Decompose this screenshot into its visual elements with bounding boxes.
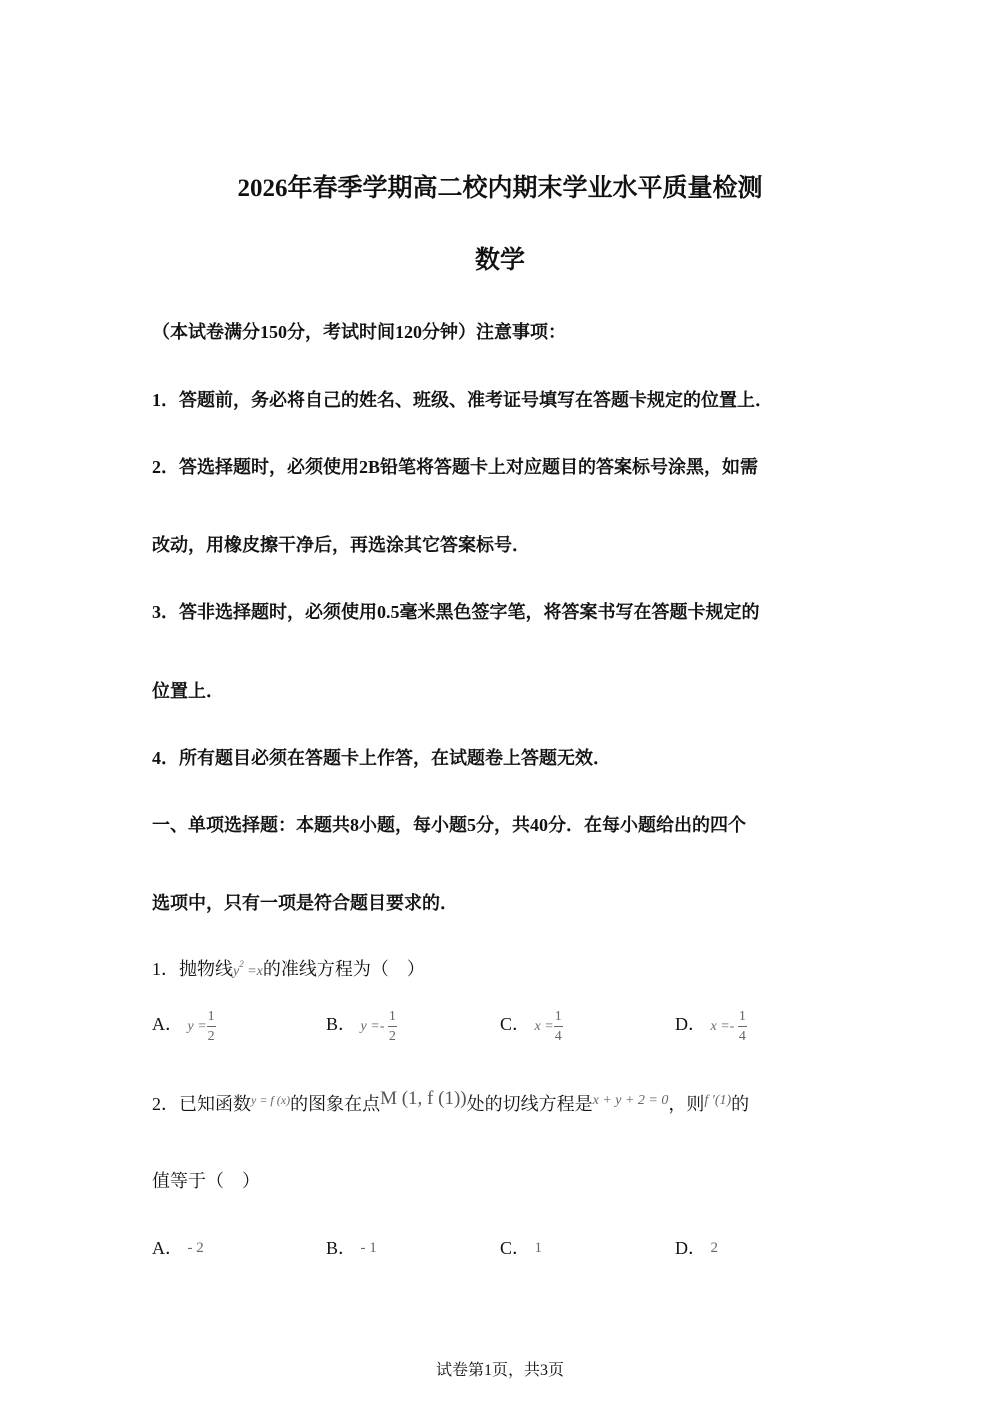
- question-2-mid1: 的图象在点: [290, 1094, 381, 1114]
- note-3-line1: 3．答非选择题时，必须使用0.5毫米黑色签字笔，将答案书写在答题卡规定的: [152, 602, 760, 622]
- page-title: 2026年春季学期高二校内期末学业水平质量检测: [237, 175, 763, 202]
- option-label: D．: [675, 1238, 706, 1258]
- question-2-line2: 值等于（ ）: [152, 1171, 260, 1191]
- q2-option-d[interactable]: [675, 1234, 718, 1260]
- option-value: - 2: [187, 1240, 204, 1256]
- q2-option-b[interactable]: [326, 1234, 377, 1260]
- note-2-line2: 改动，用橡皮擦干净后，再选涂其它答案标号．: [152, 535, 530, 555]
- notes-intro: （本试卷满分150分，考试时间120分钟）注意事项：: [152, 322, 566, 342]
- question-2-mid3: ，则: [668, 1094, 705, 1114]
- option-math: x = $\frac{1}{4}$: [534, 1009, 562, 1044]
- q2-option-c[interactable]: [500, 1234, 542, 1260]
- q1-option-a[interactable]: [152, 1010, 216, 1044]
- page-footer: 试卷第1页，共3页: [435, 1362, 564, 1379]
- section-1-heading-line2: 选项中，只有一项是符合题目要求的．: [152, 893, 458, 913]
- question-1: [152, 955, 425, 981]
- note-3-line2: 位置上．: [152, 681, 224, 701]
- question-2-tangent: x + y + 2 = 0: [592, 1093, 669, 1108]
- subject-title: 数学: [474, 247, 525, 274]
- question-1-equation: $y^2 =x$: [233, 959, 263, 979]
- q2-option-a[interactable]: [152, 1234, 204, 1260]
- question-2-mid2: 处的切线方程是: [466, 1094, 593, 1114]
- question-2-point: M (1, f (1)): [380, 1088, 467, 1109]
- option-value: - 1: [360, 1240, 377, 1256]
- question-1-suffix: 的准线方程为（ ）: [262, 959, 425, 979]
- option-math: y = $\frac{1}{2}$: [187, 1009, 215, 1044]
- option-label: B．: [326, 1014, 357, 1035]
- option-value: 2: [710, 1240, 718, 1256]
- question-2-prefix: 2．已知函数: [152, 1094, 251, 1114]
- question-1-prefix: 1．抛物线: [152, 959, 233, 979]
- q1-option-c[interactable]: [500, 1010, 563, 1044]
- option-math: x =- $\frac{1}{4}$: [710, 1009, 746, 1044]
- note-2-line1: 2．答选择题时，必须使用2B铅笔将答题卡上对应题目的答案标号涂黑，如需: [152, 457, 759, 477]
- question-2-mid4: 的: [731, 1094, 750, 1114]
- option-math: y =- $\frac{1}{2}$: [360, 1009, 396, 1044]
- section-1-heading-line1: 一、单项选择题：本题共8小题，每小题5分，共40分．在每小题给出的四个: [152, 815, 746, 835]
- option-label: D．: [675, 1014, 706, 1035]
- note-1: 1．答题前，务必将自己的姓名、班级、准考证号填写在答题卡规定的位置上．: [152, 390, 773, 410]
- option-label: A．: [152, 1014, 183, 1035]
- option-label: C．: [500, 1238, 531, 1258]
- note-4: 4．所有题目必须在答题卡上作答，在试题卷上答题无效．: [152, 748, 611, 768]
- question-2-function: y = f (x): [251, 1093, 291, 1107]
- question-2-derivative: f ′(1): [704, 1093, 732, 1108]
- q1-option-d[interactable]: [675, 1010, 747, 1044]
- option-label: B．: [326, 1238, 357, 1258]
- question-2-line1: [152, 1088, 749, 1116]
- q1-option-b[interactable]: [326, 1010, 397, 1044]
- option-label: C．: [500, 1014, 531, 1035]
- option-label: A．: [152, 1238, 183, 1258]
- option-value: 1: [534, 1240, 543, 1256]
